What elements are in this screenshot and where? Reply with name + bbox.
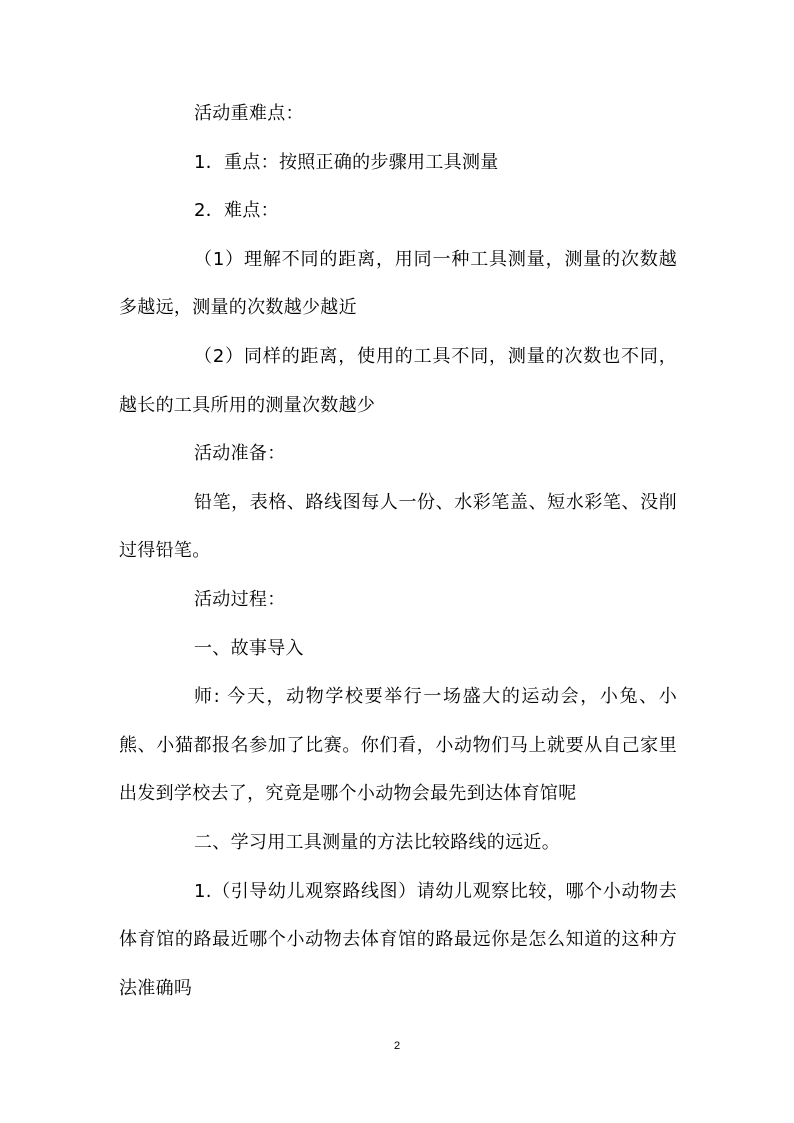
page-body [119, 90, 677, 1013]
difficulty-subitem-2: （2）同样的距离，使用的工具不同，测量的次数也不同，越长的工具所用的测量次数越少 [119, 345, 677, 416]
page-number: 2 [393, 1040, 401, 1052]
preparation-materials: 铅笔，表格、路线图每人一份、水彩笔盖、短水彩笔、没削过得铅笔。 [119, 491, 677, 562]
heading-preparation: 活动准备： [194, 443, 286, 465]
heading-key-difficulties: 活动重难点： [194, 103, 304, 124]
difficulty-item: 2．难点： [194, 200, 279, 222]
section-measuring-method: 二、学习用工具测量的方法比较路线的远近。 [194, 831, 560, 853]
key-point-item: 1．重点：按照正确的步骤用工具测量 [194, 151, 499, 173]
difficulty-subitem-1: （1）理解不同的距离，用同一种工具测量，测量的次数越多越远，测量的次数越少越近 [119, 248, 677, 319]
heading-process: 活动过程： [194, 588, 286, 610]
teacher-story-paragraph: 师: 今天，动物学校要举行一场盛大的运动会，小兔、小熊、小猫都报名参加了比赛。你们看，小动物们马上就要从自己家里出发到学校去了，究竟是哪个小动物会最先到达体育馆呢 [119, 686, 677, 805]
observation-question-paragraph: 1.（引导幼儿观察路线图）请幼儿观察比较，哪个小动物去体育馆的路最近哪个小动物去体育馆的路最远你是怎么知道的这种方法准确吗 [119, 880, 677, 999]
section-story-intro: 一、故事导入 [194, 637, 304, 659]
